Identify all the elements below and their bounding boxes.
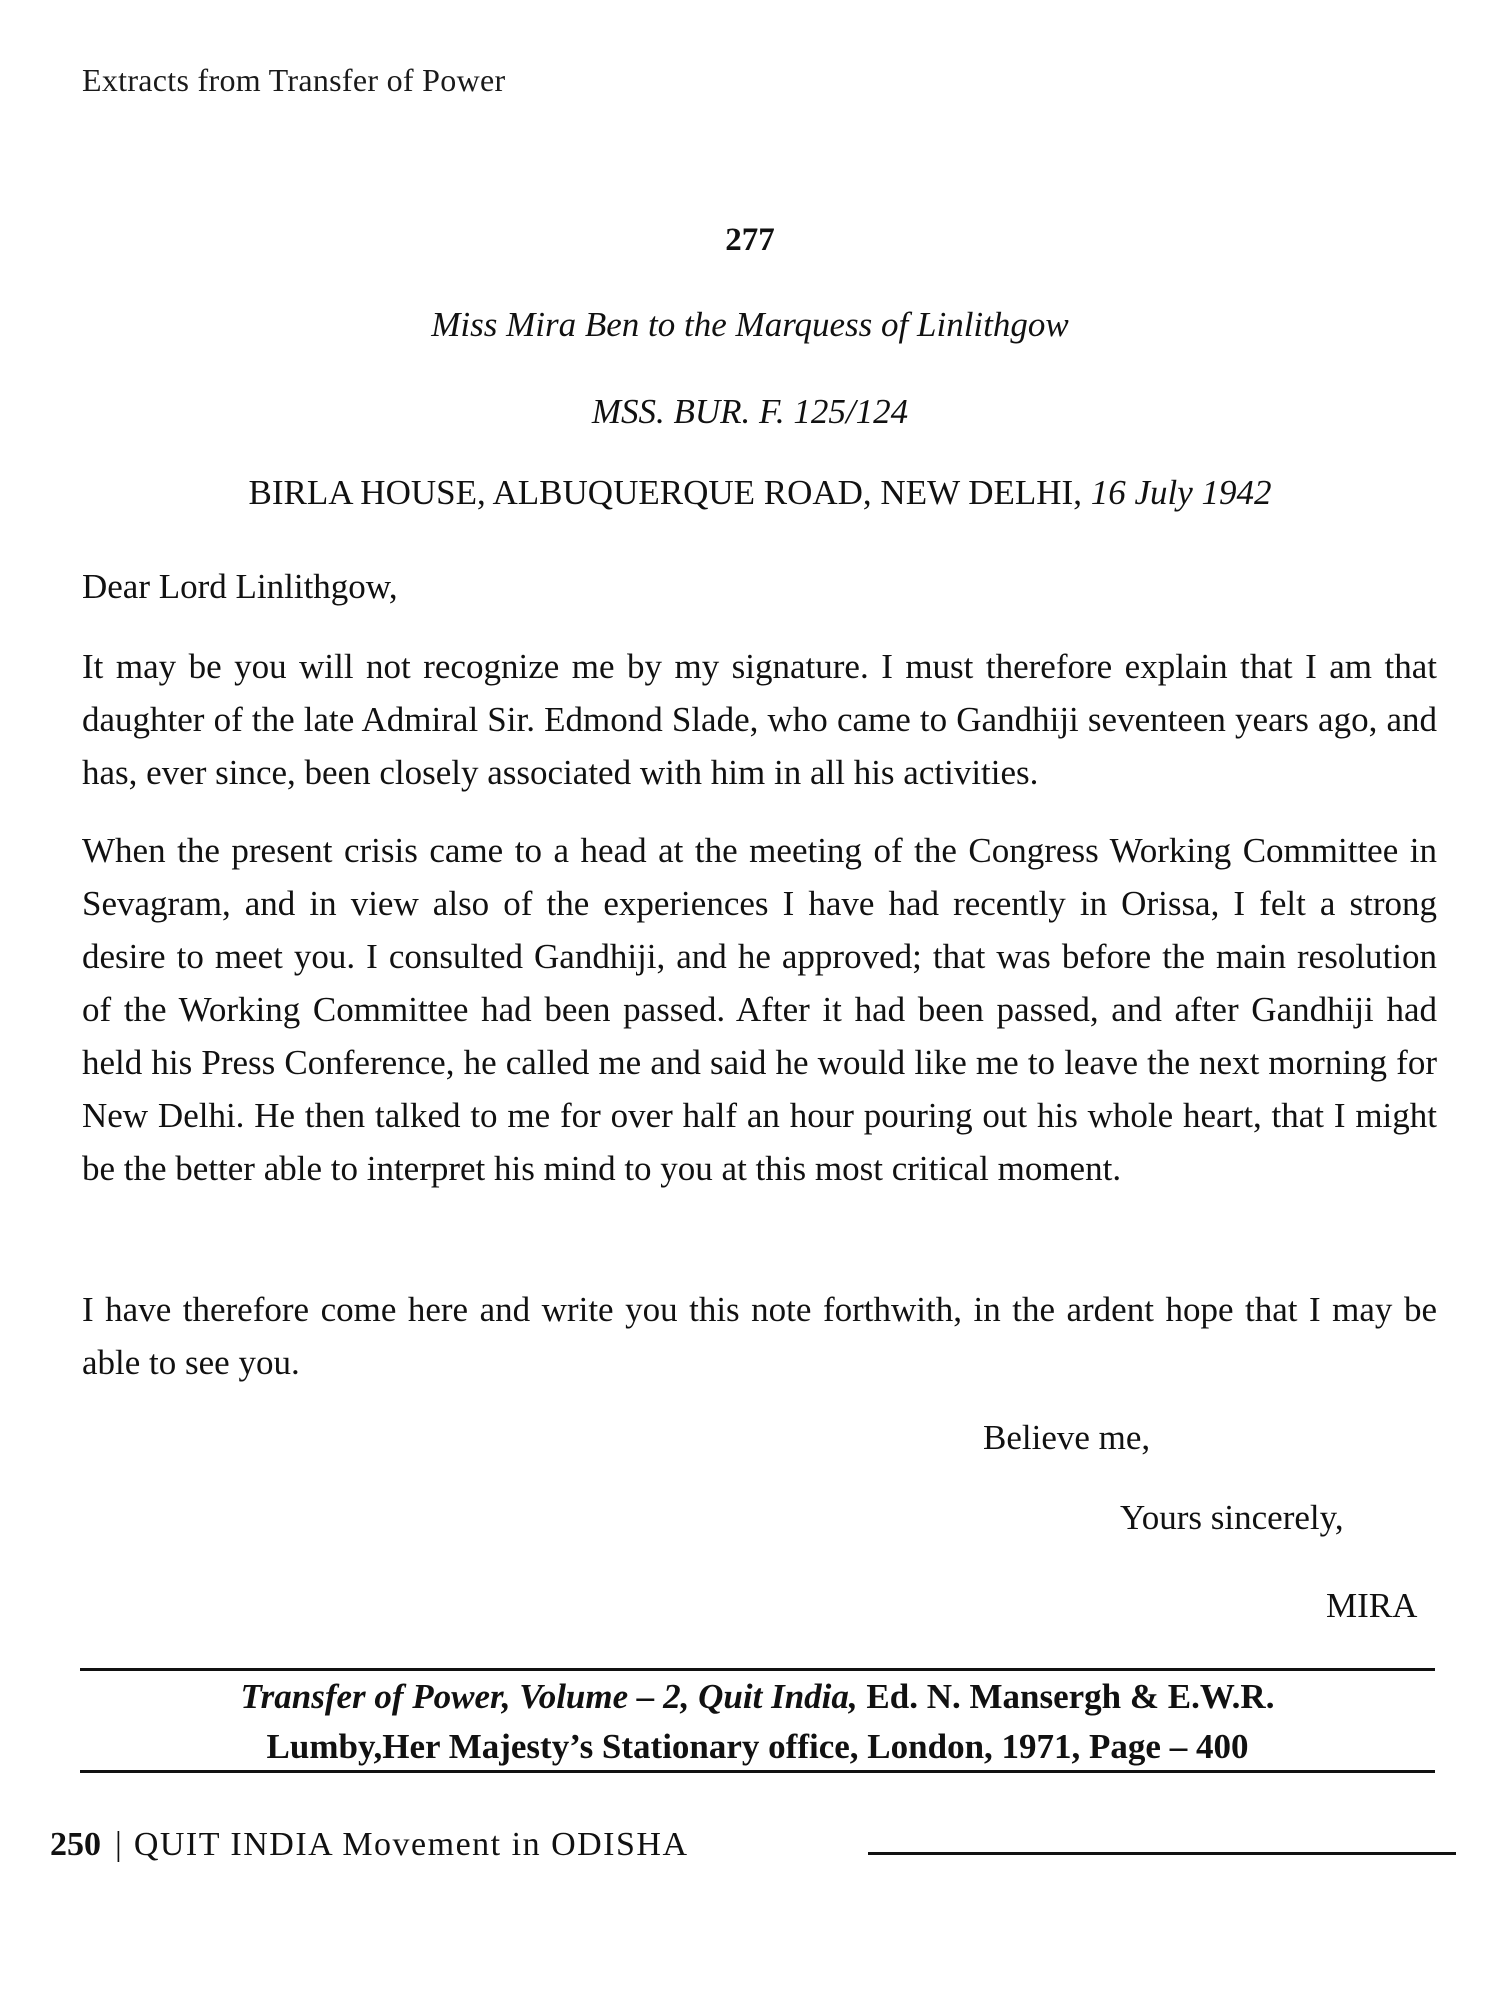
letter-closing: Believe me, — [983, 1418, 1151, 1457]
citation-title: Transfer of Power, Volume – 2, Quit India, — [240, 1677, 858, 1716]
letter-paragraph: I have therefore come here and write you this note forthwith, in the ardent hope that I may be able to see you. — [82, 1290, 1437, 1382]
letter-date: 16 July 1942 — [1090, 473, 1272, 512]
document-reference: MSS. BUR. F. 125/124 — [591, 392, 909, 431]
running-head: Extracts from Transfer of Power — [82, 62, 506, 98]
citation-line-1 — [80, 1672, 1435, 1722]
letter-address: BIRLA HOUSE, ALBUQUERQUE ROAD, NEW DELHI, — [248, 473, 1082, 512]
letter-salutation: Dear Lord Linlithgow, — [82, 567, 398, 606]
letter-address-line — [0, 473, 1500, 513]
page-footer — [50, 1826, 689, 1864]
source-citation — [80, 1672, 1435, 1772]
footer-separator: | — [115, 1826, 122, 1863]
citation-line-2: Lumby,Her Majesty’s Stationary office, London, 1971, Page – 400 — [266, 1727, 1249, 1766]
citation-editors: Ed. N. Mansergh & E.W.R. — [866, 1677, 1275, 1716]
book-title: QUIT INDIA Movement in ODISHA — [133, 1826, 689, 1863]
letter-signer: MIRA — [1326, 1586, 1418, 1625]
footer-rule — [868, 1852, 1456, 1855]
document-heading: Miss Mira Ben to the Marquess of Linlithgow — [431, 305, 1069, 344]
letter-paragraph: When the present crisis came to a head at the meeting of the Congress Working Committee in Sevagram, and in view also of the experiences I have had recently in Orissa, I felt a strong desire to meet you. I consulted Gandhiji, and he approved; that was before the main resolution of the Working Committee had been passed. After it had been passed, and after Gandhiji had held his Press Conference, he called me and said he would like me to leave the next morning for New Delhi. He then talked to me for over half an hour pouring out his whole heart, that I might be the better able to interpret his mind to you at this most critical moment. — [82, 831, 1437, 1188]
letter-paragraph: It may be you will not recognize me by my signature. I must therefore explain that I am that daughter of the late Admiral Sir. Edmond Slade, who came to Gandhiji seventeen years ago, and has, ever since, been closely associated with him in all his activities. — [82, 647, 1437, 792]
document-number: 277 — [725, 222, 775, 258]
citation-rule-bottom — [80, 1770, 1435, 1773]
citation-rule-top — [80, 1668, 1435, 1671]
page-number: 250 — [50, 1826, 101, 1863]
letter-valediction: Yours sincerely, — [1120, 1498, 1344, 1537]
